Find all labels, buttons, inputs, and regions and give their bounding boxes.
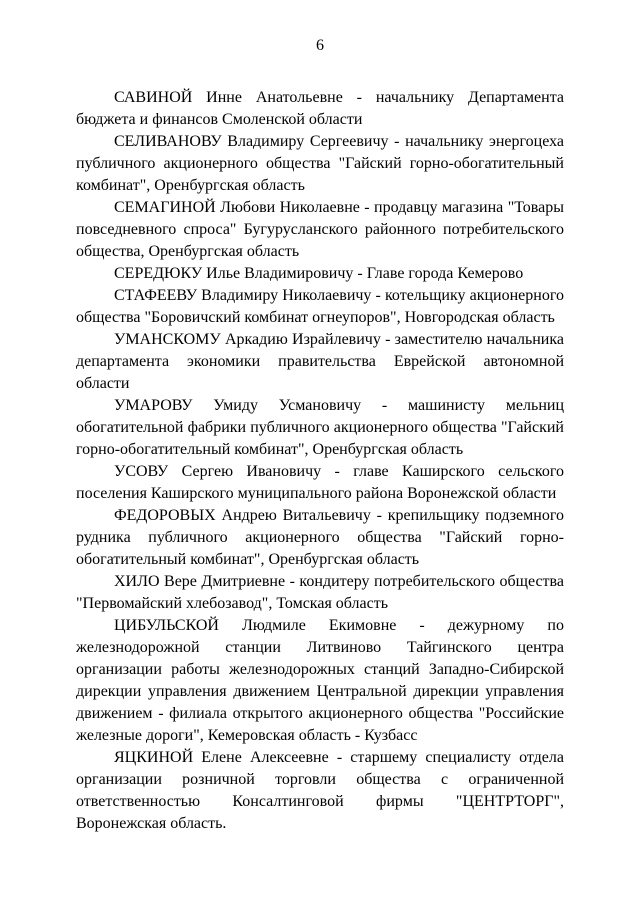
list-item: ХИЛО Вере Дмитриевне - кондитеру потребительского общества "Первомайский хлебозавод", Томская область	[76, 573, 564, 612]
list-item: ФЕДОРОВЫХ Андрею Витальевичу - крепильщику подземного рудника публичного акционерного общества "Гайский горно-обогатительный комбинат", Оренбургская область	[76, 507, 564, 568]
list-item: ЦИБУЛЬСКОЙ Людмиле Екимовне - дежурному по железнодорожной станции Литвиново Тайгинского центра организации работы железнодорожных станций Западно-Сибирской дирекции управления движением Центральной дирекции управления движением - филиала открытого акционерного общества "Российские железные дороги", Кемеровская область - Кузбасс	[76, 617, 564, 744]
list-item: УСОВУ Сергею Ивановичу - главе Каширского сельского поселения Каширского муниципального района Воронежской области	[76, 463, 564, 502]
award-list	[76, 87, 564, 835]
list-item: ЯЦКИНОЙ Елене Алексеевне - старшему специалисту отдела организации розничной торговли общества с ограниченной ответственностью Консалтинговой фирмы "ЦЕНТРТОРГ", Воронежская область.	[76, 749, 564, 832]
list-item: СТАФЕЕВУ Владимиру Николаевичу - котельщику акционерного общества "Боровичский комбинат огнеупоров", Новгородская область	[76, 287, 564, 326]
list-item: УМАРОВУ Умиду Усмановичу - машинисту мельниц обогатительной фабрики публичного акционерного общества "Гайский горно-обогатительный комбинат", Оренбургская область	[76, 397, 564, 458]
list-item: УМАНСКОМУ Аркадию Израйлевичу - заместителю начальника департамента экономики правительства Еврейской автономной области	[76, 331, 564, 392]
list-item: САВИНОЙ Инне Анатольевне - начальнику Департамента бюджета и финансов Смоленской области	[76, 89, 564, 128]
page-number: 6	[316, 37, 324, 54]
list-item: СЕМАГИНОЙ Любови Николаевне - продавцу магазина "Товары повседневного спроса" Бугурусланского районного потребительского общества, Оренбургская область	[76, 199, 564, 260]
list-item: СЕЛИВАНОВУ Владимиру Сергеевичу - начальнику энергоцеха публичного акционерного общества "Гайский горно-обогатительный комбинат", Оренбургская область	[76, 133, 564, 194]
list-item: СЕРЕДЮКУ Илье Владимировичу - Главе города Кемерово	[114, 265, 524, 282]
